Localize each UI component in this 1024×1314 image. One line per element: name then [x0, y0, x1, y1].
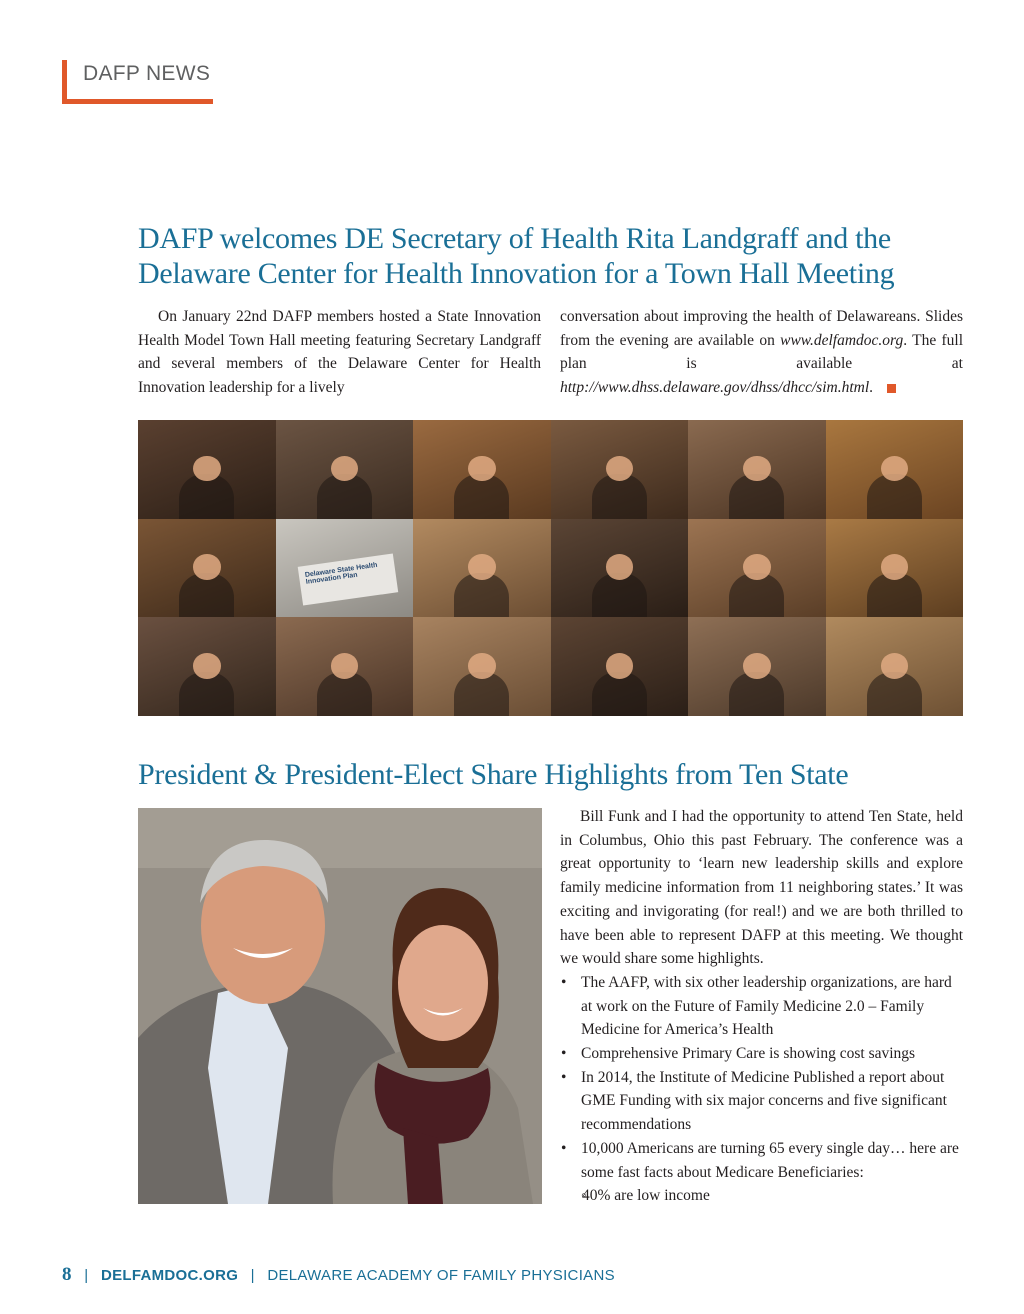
- collage-photo-program-booklet: [276, 519, 414, 618]
- collage-photo-attendees-talking: [551, 420, 689, 519]
- collage-photo-older-man-speaking: [688, 420, 826, 519]
- list-item: ◦ 40% are low income: [560, 1184, 963, 1208]
- person-face: [743, 653, 771, 679]
- collage-photo-man-seated: [551, 617, 689, 716]
- footer-separator: |: [84, 1267, 89, 1284]
- footer-separator: |: [250, 1267, 255, 1284]
- person-face: [606, 456, 634, 482]
- list-item: • Comprehensive Primary Care is showing cost savings: [560, 1042, 963, 1066]
- collage-photo-woman-presenting: [413, 519, 551, 618]
- col2-text-3: .: [869, 379, 874, 397]
- article-2-intro: Bill Funk and I had the opportunity to attend Ten State, held in Columbus, Ohio this past February. The conference was a great opportunity to ‘learn new leadership skills and explore family medicine information from 11 neighboring states.’ It was exciting and invigorating (for real!) and we are both thrilled to have been able to represent DAFP at this meeting. We thought we would share some highlights.: [560, 808, 963, 968]
- person-face: [881, 653, 909, 679]
- collage-photo-woman-smiling: [551, 519, 689, 618]
- collage-photo-man-with-glasses-listening: [413, 420, 551, 519]
- person-face: [881, 554, 909, 580]
- person-face: [881, 456, 909, 482]
- photo-collage: [138, 420, 963, 716]
- person-face: [331, 653, 359, 679]
- delfamdoc-link[interactable]: www.delfamdoc.org: [780, 331, 904, 349]
- portrait-illustration: [138, 808, 542, 1204]
- article-column-left: On January 22nd DAFP members hosted a State Innovation Health Model Town Hall meeting featuring Secretary Landgraff and several members of the Delaware Center for Health Innovation leadership for a lively: [138, 308, 541, 397]
- collage-photo-panel-at-table: [413, 617, 551, 716]
- footer-site-link[interactable]: DELFAMDOC.ORG: [100, 1267, 239, 1284]
- headline-line-2: Delaware Center for Health Innovation for a Town Hall Meeting: [138, 257, 895, 290]
- person-face: [193, 456, 221, 482]
- president-portrait-photo: [138, 808, 542, 1204]
- article-2-body: [560, 805, 963, 1208]
- list-item: • 10,000 Americans are turning 65 every single day… here are some fast facts about Medicare Beneficiaries:: [560, 1137, 963, 1184]
- headline-line-1: DAFP welcomes DE Secretary of Health Rita Landgraff and the: [138, 222, 891, 255]
- collage-photo-young-man-with-microphone: [826, 519, 964, 618]
- collage-photo-group-portrait: [276, 420, 414, 519]
- list-item: • The AAFP, with six other leadership organizations, are hard at work on the Future of Family Medicine 2.0 – Family Medicine for America’s Health: [560, 971, 963, 1042]
- person-face: [743, 456, 771, 482]
- footer-org-name: DELAWARE ACADEMY OF FAMILY PHYSICIANS: [267, 1267, 615, 1284]
- collage-photo-man-and-woman-smiling: [688, 519, 826, 618]
- collage-photo-banquet-audience: [138, 420, 276, 519]
- dhss-plan-link[interactable]: http://www.dhss.delaware.gov/dhss/dhcc/sim.html: [560, 379, 870, 397]
- highlights-list: [560, 971, 963, 1184]
- medicare-facts-list: [560, 1184, 963, 1208]
- article-headline: [138, 221, 978, 291]
- article-column-right: [560, 305, 963, 400]
- person-face: [468, 554, 496, 580]
- person-face: [193, 554, 221, 580]
- person-face: [193, 653, 221, 679]
- collage-photo-man-listening: [688, 617, 826, 716]
- collage-photo-table-attendees: [138, 617, 276, 716]
- person-face: [331, 456, 359, 482]
- collage-photo-man-at-window: [826, 420, 964, 519]
- collage-photo-man-speaking-microphone: [276, 617, 414, 716]
- page-footer: [62, 1264, 615, 1286]
- person-face: [468, 456, 496, 482]
- collage-photo-two-men-shaking-hands: [138, 519, 276, 618]
- end-mark-icon: [887, 384, 896, 393]
- section-tag: [62, 60, 213, 104]
- person-face: [743, 554, 771, 580]
- collage-photo-bearded-man: [826, 617, 964, 716]
- section-label: DAFP NEWS: [83, 62, 211, 85]
- person-face: [468, 653, 496, 679]
- page-number: 8: [62, 1264, 72, 1285]
- booklet-cover: Delaware State Health Innovation Plan: [298, 554, 399, 606]
- article-2-headline: President & President-Elect Share Highlights from Ten State: [138, 758, 849, 791]
- col2-text-2: . The full plan is available at: [560, 331, 964, 373]
- person-face: [606, 653, 634, 679]
- col2-text-1: conversation about improving the health of Delawareans. Slides from the evening are available on: [560, 308, 963, 349]
- person-face: [606, 554, 634, 580]
- list-item: • In 2014, the Institute of Medicine Published a report about GME Funding with six major concerns and five significant recommendations: [560, 1066, 963, 1137]
